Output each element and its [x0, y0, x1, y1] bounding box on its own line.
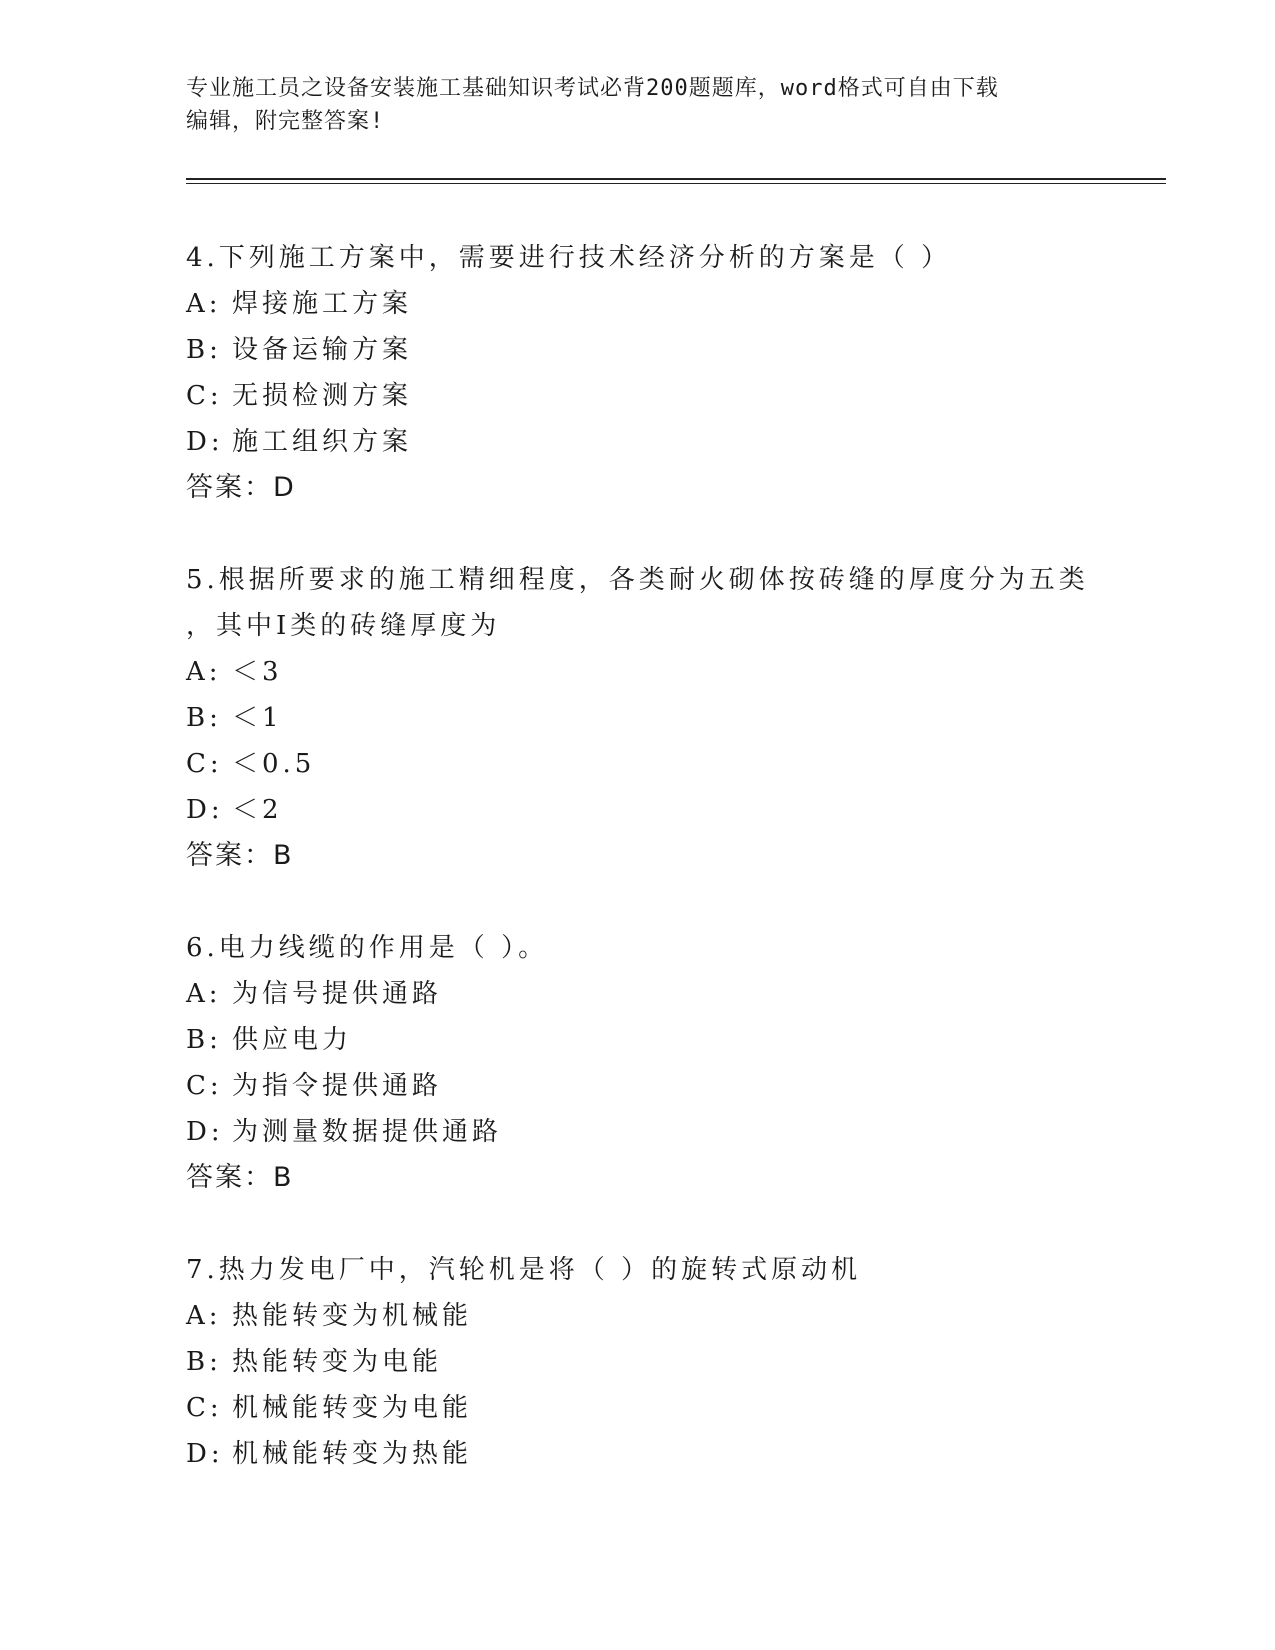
option-c	[186, 1063, 1166, 1109]
option-text: 为指令提供通路	[232, 1071, 443, 1101]
option-letter: D:	[186, 427, 224, 457]
option-text: 焊接施工方案	[232, 289, 413, 319]
option-a	[186, 971, 1166, 1017]
option-b	[186, 327, 1166, 373]
option-d	[186, 787, 1166, 833]
option-letter: C:	[186, 381, 223, 411]
option-d	[186, 1109, 1166, 1155]
answer-line: 答案：D	[186, 472, 296, 503]
option-letter: D:	[186, 1117, 224, 1147]
option-d	[186, 1431, 1166, 1477]
option-letter: A:	[186, 657, 222, 687]
option-b	[186, 1339, 1166, 1385]
question-stem: 4.下列施工方案中，需要进行技术经济分析的方案是（ ）	[186, 243, 952, 273]
answer-line: 答案：B	[186, 1162, 294, 1193]
option-c	[186, 1385, 1166, 1431]
option-letter: A:	[186, 1301, 222, 1331]
question-5	[186, 557, 1166, 879]
option-text: ＜2	[232, 795, 283, 825]
header-title-line-1: 专业施工员之设备安装施工基础知识考试必背200题题库，word格式可自由下载	[186, 76, 999, 101]
option-text: 机械能转变为热能	[232, 1439, 473, 1469]
option-a	[186, 281, 1166, 327]
option-a	[186, 649, 1166, 695]
option-text: 为测量数据提供通路	[232, 1117, 503, 1147]
option-b	[186, 695, 1166, 741]
option-letter: B:	[186, 1025, 222, 1055]
document-header	[186, 72, 1086, 138]
option-text: ＜0.5	[232, 749, 316, 779]
option-text: 无损检测方案	[232, 381, 413, 411]
option-text: ＜1	[232, 703, 283, 733]
header-divider	[186, 178, 1166, 184]
option-text: 为信号提供通路	[232, 979, 443, 1009]
option-text: 施工组织方案	[232, 427, 413, 457]
option-letter: A:	[186, 979, 222, 1009]
option-letter: C:	[186, 1071, 223, 1101]
question-4	[186, 235, 1166, 511]
question-stem: 6.电力线缆的作用是（ ）。	[186, 933, 549, 963]
option-d	[186, 419, 1166, 465]
option-letter: D:	[186, 1439, 224, 1469]
option-letter: B:	[186, 703, 222, 733]
question-list	[186, 235, 1166, 1523]
question-7	[186, 1247, 1166, 1477]
option-letter: D:	[186, 795, 224, 825]
question-stem-continued: ，其中Ⅰ类的砖缝厚度为	[186, 611, 501, 641]
option-text: 机械能转变为电能	[232, 1393, 473, 1423]
option-text: 热能转变为电能	[232, 1347, 443, 1377]
answer-line: 答案：B	[186, 840, 294, 871]
option-letter: B:	[186, 1347, 222, 1377]
header-title-line-2: 编辑，附完整答案!	[186, 109, 385, 134]
question-stem: 5.根据所要求的施工精细程度，各类耐火砌体按砖缝的厚度分为五类	[186, 565, 1089, 595]
question-6	[186, 925, 1166, 1201]
option-text: 设备运输方案	[232, 335, 413, 365]
option-text: 热能转变为机械能	[232, 1301, 473, 1331]
option-letter: A:	[186, 289, 222, 319]
option-letter: C:	[186, 749, 223, 779]
question-stem: 7.热力发电厂中，汽轮机是将（ ）的旋转式原动机	[186, 1255, 862, 1285]
option-c	[186, 373, 1166, 419]
option-a	[186, 1293, 1166, 1339]
option-b	[186, 1017, 1166, 1063]
option-text: 供应电力	[232, 1025, 353, 1055]
option-c	[186, 741, 1166, 787]
option-letter: B:	[186, 335, 222, 365]
option-text: ＜3	[232, 657, 283, 687]
option-letter: C:	[186, 1393, 223, 1423]
